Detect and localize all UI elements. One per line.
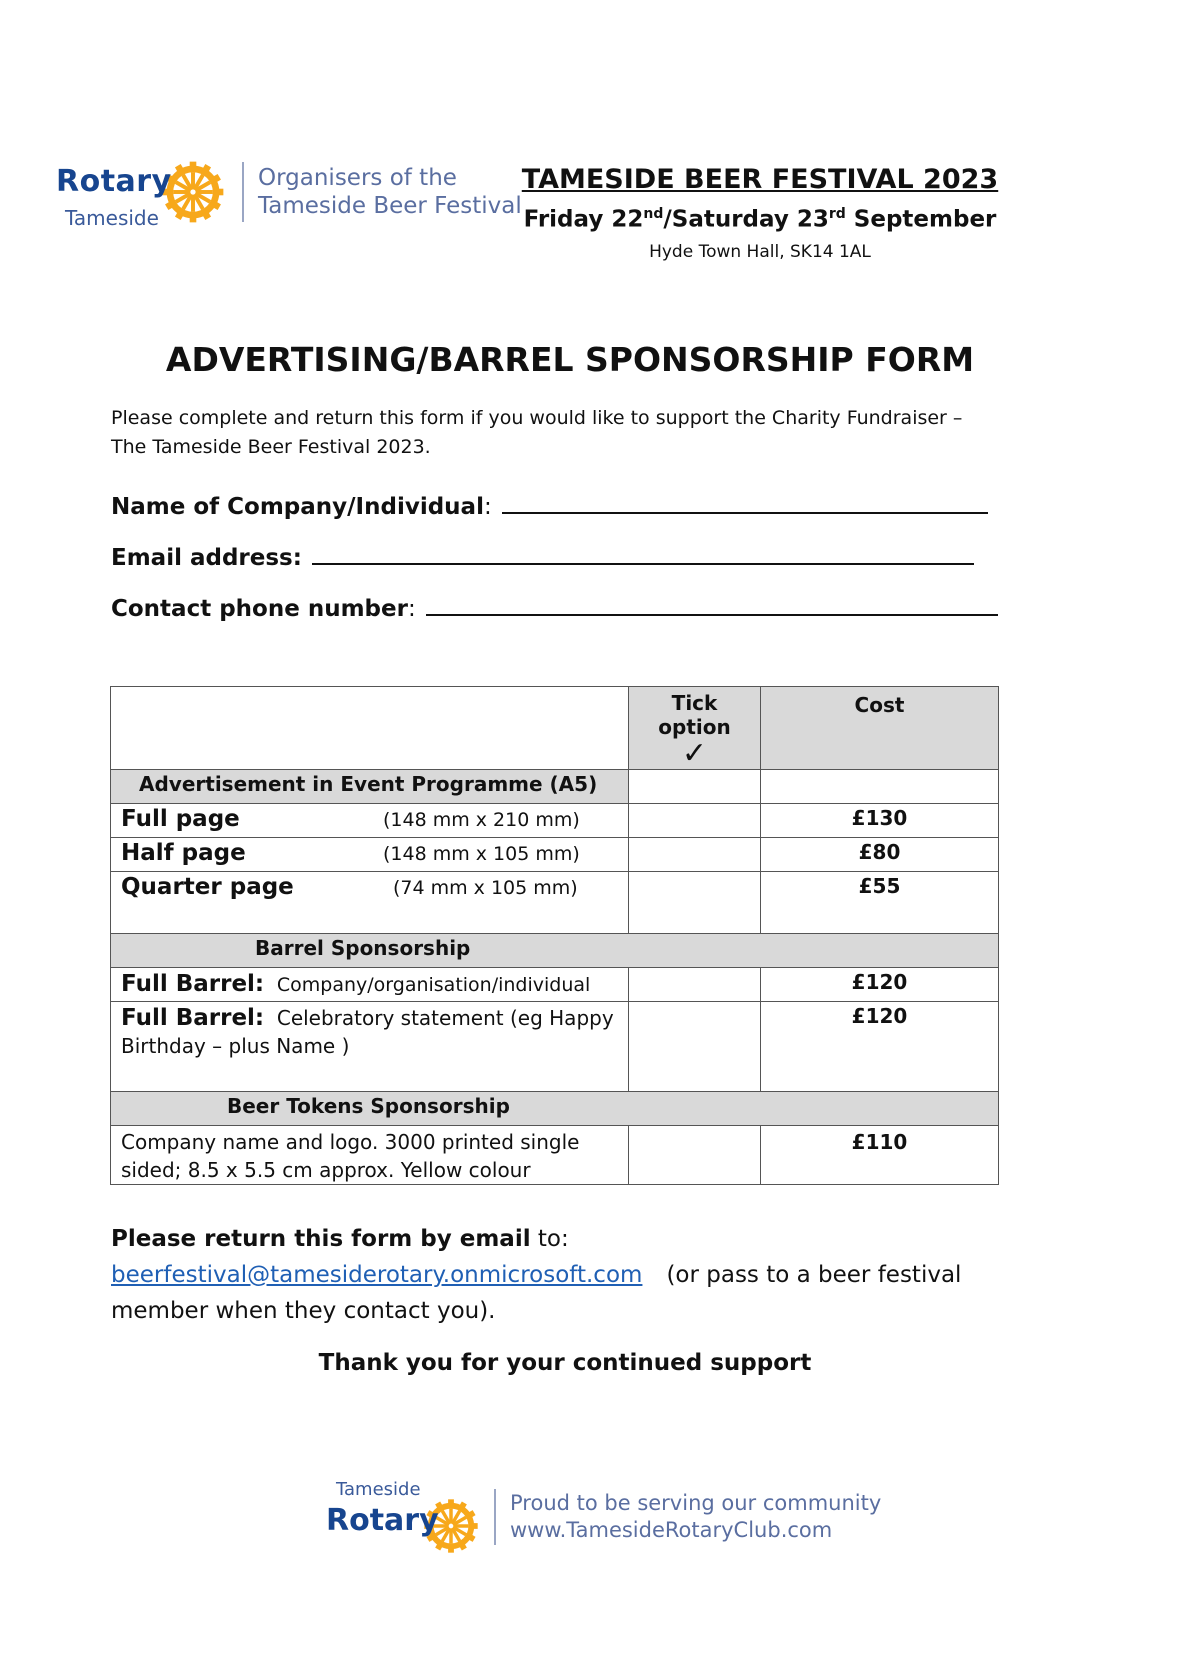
header-logo [56,152,522,232]
tick-header-label: Tick option [658,691,731,739]
full-barrel-statement-cell [111,1002,629,1092]
email-field[interactable] [111,541,974,571]
half-page-label: Half page [121,840,246,866]
full-page-dims: (148 mm x 210 mm) [383,809,580,831]
tokens-section-row [111,1092,999,1126]
date-part-b: /Saturday 23 [663,206,829,233]
full-barrel-company-label: Full Barrel: [121,971,265,997]
half-page-cell [111,838,629,872]
full-barrel-statement-price: £120 [761,1002,999,1092]
return-bold: Please return this form by email [111,1226,531,1252]
table-row [111,804,999,838]
quarter-page-price: £55 [761,872,999,934]
full-page-tick[interactable] [629,804,761,838]
full-barrel-statement-label: Full Barrel: [121,1005,265,1031]
full-page-price: £130 [761,804,999,838]
festival-title: TAMESIDE BEER FESTIVAL 2023 [521,164,999,195]
quarter-page-tick[interactable] [629,872,761,934]
phone-label: Contact phone number [111,596,408,622]
advert-section-cost [761,770,999,804]
rotary-sub: Tameside [65,206,159,230]
barrel-section-label: Barrel Sponsorship [111,934,999,968]
table-row [111,1002,999,1092]
full-barrel-company-cell [111,968,629,1002]
table-row [111,968,999,1002]
quarter-page-label: Quarter page [121,874,294,900]
footer-tag-line1: Proud to be serving our community [510,1491,882,1515]
email-label: Email address: [111,545,302,571]
cost-header: Cost [761,687,999,770]
rotary-word: Rotary [56,164,172,199]
table-header-row [111,687,999,770]
rotary-wordmark [56,152,172,232]
header-blank-cell [111,687,629,770]
email-link[interactable]: beerfestival@tamesiderotary.onmicrosoft.com [111,1262,643,1288]
barrel-section-row [111,934,999,968]
tokens-tick[interactable] [629,1126,761,1185]
phone-suffix: : [407,596,416,622]
company-name-label: Name of Company/Individual [111,494,484,520]
festival-venue: Hyde Town Hall, SK14 1AL [649,242,871,262]
half-page-price: £80 [761,838,999,872]
company-name-suffix: : [483,494,492,520]
half-page-tick[interactable] [629,838,761,872]
full-barrel-company-tick[interactable] [629,968,761,1002]
half-page-dims: (148 mm x 105 mm) [383,843,580,865]
full-barrel-statement-tick[interactable] [629,1002,761,1092]
phone-line[interactable] [426,592,998,616]
tick-header [629,687,761,770]
email-line[interactable] [312,541,974,565]
company-name-line[interactable] [502,490,988,514]
return-email-line [111,1262,961,1288]
footer-logo [326,1472,881,1562]
date-sup-a: nd [643,206,664,222]
logo-tag-line2: Tameside Beer Festival [258,193,522,219]
company-name-field[interactable] [111,490,988,520]
quarter-page-dims: (74 mm x 105 mm) [393,877,578,899]
tokens-price: £110 [761,1126,999,1185]
options-table [110,686,999,1185]
full-barrel-company-desc: Company/organisation/individual [276,974,591,996]
footer-divider [494,1489,496,1545]
thanks-text: Thank you for your continued support [318,1350,812,1376]
return-instruction [111,1226,569,1252]
footer-website: www.TamesideRotaryClub.com [510,1518,833,1542]
footer-rotary-sub: Tameside [336,1479,421,1500]
intro-text: Please complete and return this form if you would like to support the Charity Fundraiser – The Tameside Beer Festival 2023. [111,407,963,458]
festival-dates [520,206,1000,233]
advert-section-row [111,770,999,804]
return-to: to: [530,1226,569,1252]
date-sup-b: rd [828,206,846,222]
date-part-c: September [845,206,997,233]
logo-tag-line1: Organisers of the [258,165,457,191]
logo-divider [242,162,244,222]
footer-tagline [510,1490,881,1544]
full-page-label: Full page [121,806,240,832]
checkmark-icon: ✓ [681,736,708,771]
table-row [111,838,999,872]
return-line3: member when they contact you). [111,1298,496,1324]
logo-tagline [258,164,522,220]
advert-section-label: Advertisement in Event Programme (A5) [111,770,629,804]
full-page-cell [111,804,629,838]
date-part-a: Friday 22 [523,206,644,233]
full-barrel-company-price: £120 [761,968,999,1002]
table-row [111,1126,999,1185]
phone-field[interactable] [111,592,998,622]
full-barrel-statement-desc: Celebratory statement (eg Happy Birthday – plus Name ) [121,1006,614,1058]
tokens-section-label: Beer Tokens Sponsorship [111,1092,999,1126]
table-row [111,872,999,934]
footer-rotary-word: Rotary [326,1503,439,1538]
return-after: (or pass to a beer festival [666,1262,962,1288]
form-title: ADVERTISING/BARREL SPONSORSHIP FORM [165,340,975,379]
footer-rotary-wordmark [326,1477,439,1557]
advert-section-tick [629,770,761,804]
tokens-desc: Company name and logo. 3000 printed single sided; 8.5 x 5.5 cm approx. Yellow colour [111,1126,629,1185]
quarter-page-cell [111,872,629,934]
